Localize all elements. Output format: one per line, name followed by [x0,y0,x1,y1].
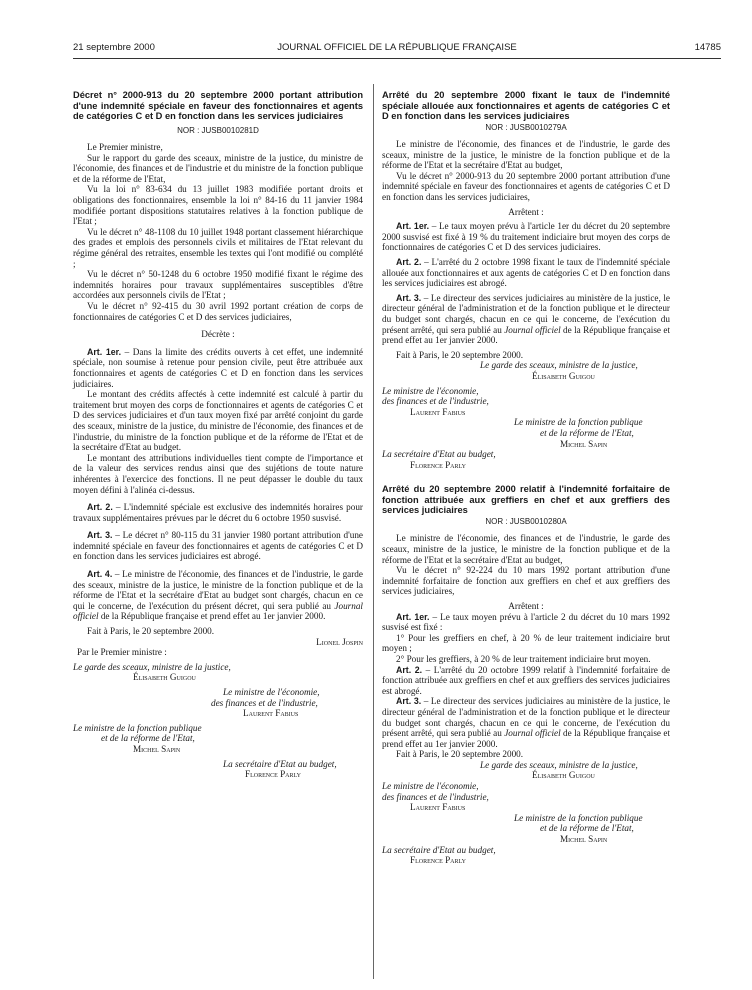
par-premier-ministre: Par le Premier ministre : [77,647,167,658]
decree-visa: Vu le décret n° 92-415 du 30 avril 1992 portant création de corps de fonctionnaires de catégories C et D des services judiciaires, [73,301,363,322]
signatory-name: Florence Parly [410,459,466,470]
arrete1-arretent: Arrêtent : [508,206,544,217]
signatory-role: Le garde des sceaux, ministre de la justice, [73,661,231,672]
decree-visa: Sur le rapport du garde des sceaux, ministre de la justice, du ministre de l'économie, des finances et de l'industrie et du ministre de la fonction publique et de la réforme de l'Etat, [73,152,363,184]
arrete2-article-1: Art. 1er. – Le taux moyen prévu à l'article 2 du décret du 10 mars 1992 susvisé est fixé : [382,611,671,633]
decree-article-1: Art. 1er. – Dans la limite des crédits ouverts à cet effet, une indemnité spéciale, non soumise à retenue pour pension civile, peut être attribuée aux fonctionnaires et agents de catégories C et D en fonction dans les services judiciaires. [73,346,364,389]
column-divider [373,84,374,979]
signatory-role: Le ministre de l'économie, [223,687,320,697]
arrete2-intro: Le ministre de l'économie, des finances et de l'industrie, le garde des sceaux, ministre de la justice, le ministre de la fonction publique et de la réforme de l'Etat et la secrétaire d'Etat au budget, [382,533,670,565]
signatory-role: Le garde des sceaux, ministre de la justice, [480,360,638,371]
article-label: Art. 2. [87,502,113,513]
article-label: Art. 3. [396,696,422,707]
decree-visa: Vu la loi n° 83-634 du 13 juillet 1983 modifiée portant droits et obligations des fonctionnaires, ensemble la loi n° 84-16 du 11 janvier 1984 modifiée portant dispositions statutaires relatives à la fonction publique de l'Etat ; [73,184,363,227]
signatory-role: des finances et de l'industrie, [382,791,489,802]
decree-decrete: Décrète : [201,329,235,340]
page-number: 14785 [694,42,721,53]
arrete1-fait: Fait à Paris, le 20 septembre 2000. [396,349,524,360]
article-label: Art. 3. [87,530,113,541]
arrete2-fait: Fait à Paris, le 20 septembre 2000. [396,749,524,760]
article-label: Art. 1er. [396,611,430,622]
signatory-name: Michel Sapin [560,438,608,449]
arrete2-arretent: Arrêtent : [508,600,544,611]
arrete1-visa: Vu le décret n° 2000-913 du 20 septembre 2000 portant attribution d'une indemnité spéciale en faveur des fonctionnaires et agents de catégories C et D en fonction dans les services judiciaires, [382,170,670,203]
signatory-name: Élisabeth Guigou [532,770,595,781]
signatory-role: Le ministre de l'économie, [382,385,479,396]
arrete1-intro: Le ministre de l'économie, des finances et de l'industrie, le garde des sceaux, ministre de la justice, le ministre de la fonction publique et de la réforme de l'Etat et la secrétaire d'Etat au budget, [382,139,670,171]
arrete2-article-3: Art. 3. – Le directeur des services judiciaires au ministère de la justice, le directeur général de l'administration et de la fonction publique et le directeur du budget sont chargés, chacun en ce qui le concerne, de l'exécution du présent arrêté, qui sera publié au Journal officiel de la République française et prend effet au 1er janvier 2000. [382,696,671,749]
arrete1-article-2: Art. 2. – L'arrêté du 2 octobre 1998 fixant le taux de l'indemnité spéciale allouée aux fonctionnaires et aux agents de catégories C et D en fonction dans les services judiciaires est abrogé. [382,257,670,289]
decree-title: Décret n° 2000-913 du 20 septembre 2000 portant attribution d'une indemnité spéciale en faveur des fonctionnaires et agents de catégories C et D en fonction dans les services judiciaires [73,90,363,121]
signatory-role: Le garde des sceaux, ministre de la justice, [480,759,638,770]
article-label: Art. 4. [87,569,113,580]
signatory-name: Laurent Fabius [410,406,466,417]
signatory-name: Laurent Fabius [243,708,299,719]
article-label: Art. 1er. [396,221,430,232]
arrete2-visa: Vu le décret n° 92-224 du 10 mars 1992 portant attribution d'une indemnité forfaitaire de fonction aux greffiers en chef et aux greffiers des services judiciaires, [382,565,670,597]
signatory-name: Laurent Fabius [410,802,466,813]
arrete1-title: Arrêté du 20 septembre 2000 fixant le taux de l'indemnité spéciale allouée aux fonctionnaires et agents de catégories C et D en fonction dans les services judiciaires [382,90,670,121]
signatory-name: Florence Parly [245,769,301,780]
signatory-role: Le ministre de la fonction publique [514,812,643,823]
header-rule [73,58,721,59]
signatory-name: Florence Parly [410,855,466,866]
decree-article-3: Art. 3. – Le décret n° 80-115 du 31 janvier 1980 portant attribution d'une indemnité spéciale en faveur des fonctionnaires et agents de catégories C et D en fonction dans les services judiciaires est abrogé. [73,530,363,562]
arrete2-item: 2° Pour les greffiers, à 20 % de leur traitement indiciaire brut moyen. [396,653,651,664]
left-column [73,90,363,780]
signatory-name: Michel Sapin [133,743,181,754]
signatory-role: Le ministre de la fonction publique [514,417,643,428]
decree-article-4: Art. 4. – Le ministre de l'économie, des finances et de l'industrie, le garde des sceaux, ministre de la justice, le ministre de la fonction publique et de la réforme de l'Etat et la secrétaire d'Etat au budget sont chargés, chacun en ce qui le concerne, de l'exécution du présent décret, qui sera publié au Journal officiel de la République française et prend effet au 1er janvier 2000. [73,569,363,622]
signatory-role: Le ministre de la fonction publique [73,722,202,733]
decree-article-2: Art. 2. – L'indemnité spéciale est exclusive des indemnités horaires pour travaux supplémentaires prévues par le décret du 6 octobre 1950 susvisé. [73,502,363,523]
decree-article-1-para: Le montant des attributions individuelles tient compte de l'importance et de la valeur des services rendus ainsi que des sujétions de toute nature inhérentes à l'exercice des fonctions. Il ne peut dépasser le double du taux moyen défini à l'alinéa ci-dessus. [73,452,363,495]
arrete1-article-3: Art. 3. – Le directeur des services judiciaires au ministère de la justice, le directeur général de l'administration et de la fonction publique et le directeur du budget sont chargés, chacun en ce qui le concerne, de l'exécution du présent arrêté, qui sera publié au Journal officiel de la République française et prend effet au 1er janvier 2000. [382,292,671,346]
arrete1-article-1: Art. 1er. – Le taux moyen prévu à l'article 1er du décret du 20 septembre 2000 susvisé est fixé à 19 % du traitement indiciaire brut moyen des corps de fonctionnaires de catégories C et D des services judiciaires. [382,221,670,253]
signatory-name: Élisabeth Guigou [133,672,196,683]
article-label: Art. 1er. [87,346,122,357]
signatory-role: La secrétaire d'Etat au budget, [223,758,337,769]
article-label: Art. 2. [396,664,423,675]
arrete2-nor: NOR : JUSB0010280A [485,516,567,526]
article-label: Art. 3. [396,292,422,303]
signatory-role: et de la réforme de l'Etat, [540,823,634,834]
journal-title: JOURNAL OFFICIEL DE LA RÉPUBLIQUE FRANÇAISE [277,42,517,53]
header-date: 21 septembre 2000 [73,42,155,53]
decree-nor: NOR : JUSB0010281D [177,125,259,135]
page-header [73,42,721,56]
signatory-name: Michel Sapin [560,834,608,845]
signatory-role: La secrétaire d'Etat au budget, [382,844,496,855]
decree-article-1-para: Le montant des crédits affectés à cette indemnité est calculé à partir du traitement brut moyen des corps de fonctionnaires et agents de catégories C et D des services judiciaires et d'un taux moyen fixé par arrêté conjoint du garde des sceaux, ministre de la justice, du ministre de l'économie, des finances et de l'industrie, du ministre de la fonction publique et de la réforme de l'Etat et de la secrétaire d'Etat au budget. [73,389,363,453]
signatory-role: et de la réforme de l'Etat, [540,427,634,438]
arrete2-item: 1° Pour les greffiers en chef, à 20 % de leur traitement indiciaire brut moyen ; [382,632,670,654]
arrete1-nor: NOR : JUSB0010279A [485,122,567,132]
decree-visa: Vu le décret n° 48-1108 du 10 juillet 1948 portant classement hiérarchique des grades et emplois des personnels civils et militaires de l'Etat relevant du régime général des retraites, ensemble les textes qui l'ont modifié ou complété ; [73,226,363,269]
signatory-role: des finances et de l'industrie, [382,396,489,407]
article-label: Art. 2. [396,257,422,268]
decree-fait: Fait à Paris, le 20 septembre 2000. [87,626,215,637]
decree-visa: Vu le décret n° 50-1248 du 6 octobre 1950 modifié fixant le régime des indemnités horaires pour travaux supplémentaires susceptibles d'être accordées aux personnels civils de l'Etat ; [73,269,363,301]
right-column [382,90,670,866]
arrete2-title: Arrêté du 20 septembre 2000 relatif à l'indemnité forfaitaire de fonction attribuée aux greffiers en chef et aux greffiers des services judiciaires [382,484,670,516]
signatory-pm: Lionel Jospin [316,636,363,647]
decree-intro: Le Premier ministre, [87,142,163,153]
signatory-role: Le ministre de l'économie, [382,781,479,792]
signatory-role: et de la réforme de l'Etat, [101,733,195,744]
signatory-name: Élisabeth Guigou [532,370,595,381]
signatory-role: des finances et de l'industrie, [211,697,318,708]
arrete2-article-2: Art. 2. – L'arrêté du 20 octobre 1999 relatif à l'indemnité forfaitaire de fonction attribuée aux greffiers en chef et aux greffiers des services judiciaires est abrogé. [382,664,671,696]
signatory-role: La secrétaire d'Etat au budget, [382,449,496,460]
